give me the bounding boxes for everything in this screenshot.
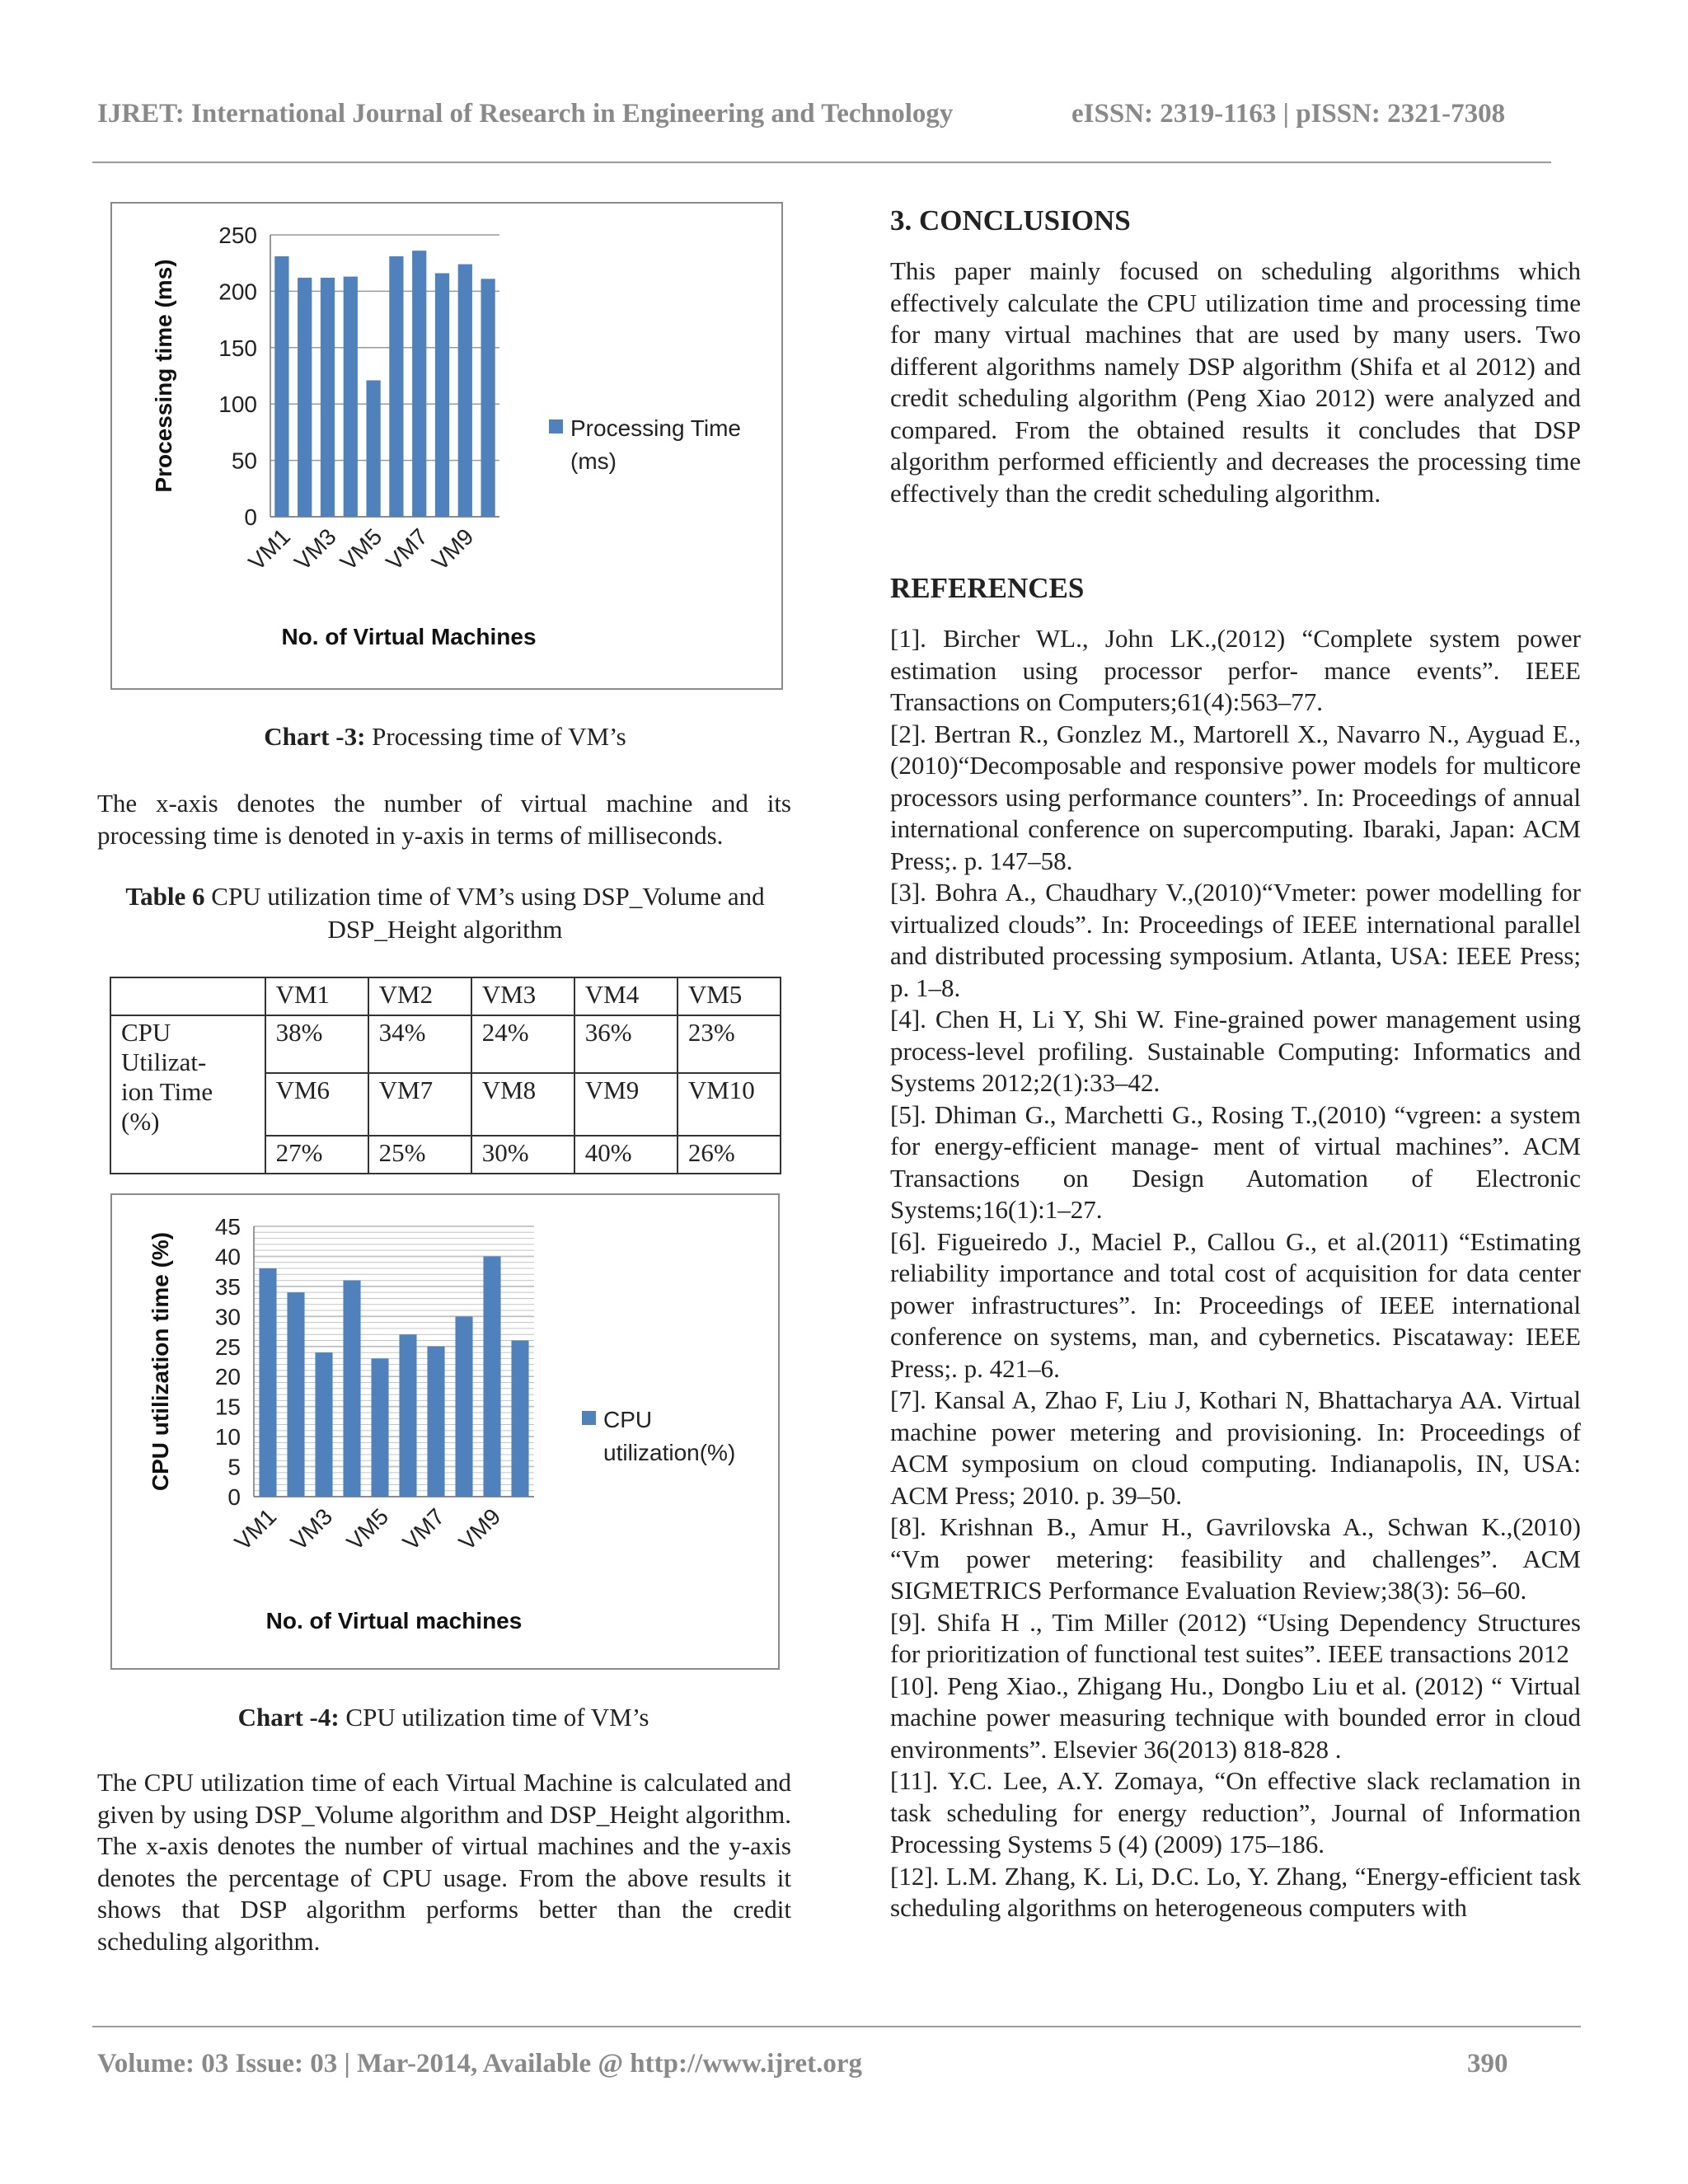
x-tick-label: VM3 (289, 523, 341, 575)
y-tick-label: 15 (214, 1394, 241, 1420)
reference-item: [10]. Peng Xiao., Zhigang Hu., Dongbo Liu et al. (2012) “ Virtual machine power measuring technique with bounded error in cloud environments”. Elsevier 36(2013) 818-828 . (890, 1671, 1581, 1764)
bar-vm2 (298, 278, 312, 517)
bar-vm7 (412, 251, 426, 517)
chart-3 (110, 202, 783, 690)
bar-vm3 (315, 1352, 332, 1497)
table-6-caption-label: Table 6 (125, 882, 205, 911)
row-header-line: CPU (121, 1018, 171, 1047)
bar-vm6 (399, 1334, 416, 1497)
bar-vm8 (435, 274, 449, 517)
header-rule (92, 162, 1551, 163)
chart-4-svg (112, 1195, 778, 1668)
reference-item: [11]. Y.C. Lee, A.Y. Zomaya, “On effective slack reclamation in task scheduling for energy reduction”, Journal of Information Processing Systems 5 (4) (2009) 175–186. (890, 1766, 1581, 1858)
reference-item: [5]. Dhiman G., Marchetti G., Rosing T.,(2010) “vgreen: a system for energy-efficient manage- ment of virtual machines”. ACM Transactions on Design Automation of Electronic Systems;16(1):1–27. (890, 1099, 1581, 1224)
table-6-caption-text: CPU utilization time of VM’s using DSP_Volume and DSP_Height algorithm (204, 882, 765, 944)
conclusions-heading: 3. CONCLUSIONS (890, 204, 1131, 237)
x-tick-label: VM7 (381, 523, 433, 575)
table-cell: VM8 (471, 1073, 574, 1136)
footer-page-number: 390 (1467, 2049, 1508, 2079)
footer-volume: Volume: 03 Issue: 03 | Mar-2014, Available @ http://www.ijret.org (97, 2049, 862, 2079)
table-cell: VM5 (678, 977, 781, 1015)
table-cell: VM10 (678, 1073, 781, 1136)
x-tick-label: VM5 (341, 1503, 394, 1555)
table-6-caption (110, 880, 780, 947)
y-tick-label: 25 (214, 1333, 241, 1360)
bar-vm4 (344, 277, 358, 517)
issn: eISSN: 2319-1163 | pISSN: 2321-7308 (1071, 99, 1506, 129)
bar-vm5 (371, 1358, 388, 1497)
y-tick-label: 20 (214, 1364, 241, 1390)
chart-3-caption-label: Chart -3: (264, 722, 366, 751)
reference-item: [2]. Bertran R., Gonzlez M., Martorell X., Navarro N., Ayguad E.,(2010)“Decomposable and responsive power models for multicore processors using performance counters”. In: Proceedings of annual international conference on supercomputing. Ibaraki, Japan: ACM Press;. p. 147–58. (890, 719, 1581, 875)
legend-label: Processing Time (570, 415, 741, 441)
bar-vm4 (343, 1281, 360, 1497)
table-cell: VM9 (574, 1073, 678, 1136)
bar-vm9 (458, 265, 472, 517)
legend-label: (ms) (570, 448, 617, 474)
row-header-line: ion Time (121, 1077, 213, 1106)
bar-vm10 (481, 279, 495, 517)
conclusions-text: This paper mainly focused on scheduling algorithms which effectively calculate the CPU utilization time and processing time for many virtual machines that are used by many users. Two different algorithms namely DSP algorithm (Shifa et al 2012) and credit scheduling algorithm (Peng Xiao 2012) were analyzed and compared. From the obtained results it concludes that DSP algorithm performed efficiently and decreases the processing time effectively than the credit scheduling algorithm. (890, 256, 1581, 508)
x-tick-label: VM7 (397, 1503, 450, 1555)
reference-item: [7]. Kansal A, Zhao F, Liu J, Kothari N, Bhattacharya AA. Virtual machine power metering and provisioning. In: Proceedings of ACM symposium on cloud computing. Indianapolis, IN, USA: ACM Press; 2010. p. 39–50. (890, 1385, 1581, 1510)
table-cell: VM2 (368, 977, 471, 1015)
bar-vm8 (455, 1316, 472, 1497)
table-cell: 38% (265, 1015, 368, 1073)
table-6 (110, 977, 781, 1174)
legend-swatch (549, 419, 563, 434)
y-tick-label: 10 (214, 1424, 241, 1451)
x-tick-label: VM1 (243, 523, 296, 575)
x-tick-label: VM3 (285, 1503, 338, 1555)
table-cell: VM6 (265, 1073, 368, 1136)
references-heading: REFERENCES (890, 572, 1085, 604)
y-axis-label: CPU utilization time (%) (148, 1231, 173, 1492)
table-cell: 25% (368, 1136, 471, 1174)
table-cell: VM4 (574, 977, 678, 1015)
y-tick-label: 50 (231, 448, 257, 474)
bar-vm6 (389, 256, 403, 517)
row-header-line: Utilizat- (121, 1047, 207, 1076)
y-tick-label: 150 (218, 335, 257, 361)
table-cell: 34% (368, 1015, 471, 1073)
bar-vm9 (483, 1256, 500, 1497)
x-axis-label: No. of Virtual Machines (281, 624, 537, 649)
table-corner-cell (110, 977, 265, 1015)
y-tick-label: 5 (227, 1454, 241, 1480)
legend-label: utilization(%) (603, 1440, 736, 1465)
table-cell: 40% (574, 1136, 678, 1174)
row-header-line: (%) (121, 1107, 160, 1136)
y-tick-label: 30 (214, 1304, 241, 1330)
chart-4-caption-text: CPU utilization time of VM’s (339, 1703, 649, 1732)
reference-item: [8]. Krishnan B., Amur H., Gavrilovska A., Schwan K.,(2010) “Vm power metering: feasibility and challenges”. ACM SIGMETRICS Performance Evaluation Review;38(3): 56–60. (890, 1512, 1581, 1605)
table-cell: 36% (574, 1015, 678, 1073)
journal-title: IJRET: International Journal of Research in Engineering and Technology (97, 99, 954, 129)
table-cell: 23% (678, 1015, 781, 1073)
y-tick-label: 0 (227, 1484, 241, 1510)
reference-item: [4]. Chen H, Li Y, Shi W. Fine-grained power management using process-level profiling. Sustainable Computing: Informatics and Systems 2012;2(1):33–42. (890, 1005, 1581, 1097)
table-cell: VM7 (368, 1073, 471, 1136)
footer-rule (92, 2026, 1581, 2027)
left-paragraph-2: The CPU utilization time of each Virtual Machine is calculated and given by using DSP_Volume algorithm and DSP_Height algorithm. The x-axis denotes the number of virtual machines and the y-axis denotes the percentage of CPU usage. From the above results it shows that DSP algorithm performs better than the credit scheduling algorithm. (97, 1768, 791, 1956)
x-tick-label: VM9 (426, 523, 479, 575)
chart-4-caption-label: Chart -4: (237, 1703, 340, 1732)
table-cell: VM3 (471, 977, 574, 1015)
bar-vm7 (427, 1347, 444, 1497)
bar-vm10 (511, 1340, 528, 1497)
y-tick-label: 45 (214, 1214, 241, 1240)
table-cell: VM1 (265, 977, 368, 1015)
reference-item: [3]. Bohra A., Chaudhary V.,(2010)“Vmeter: power modelling for virtualized clouds”. In: Proceedings of IEEE international parallel and distributed processing symposium. Atlanta, USA: IEEE Press; p. 1–8. (890, 878, 1581, 1002)
x-tick-label: VM9 (453, 1503, 506, 1555)
table-row (110, 977, 781, 1015)
chart-3-svg (112, 204, 781, 688)
table-cell: 27% (265, 1136, 368, 1174)
bar-vm1 (274, 256, 288, 517)
y-tick-label: 0 (244, 504, 257, 530)
legend-swatch (582, 1411, 596, 1425)
table-row (110, 1015, 781, 1073)
legend-label: CPU (603, 1407, 653, 1432)
chart-3-caption (110, 720, 780, 753)
y-tick-label: 250 (218, 223, 257, 248)
chart-4 (110, 1193, 780, 1670)
x-tick-label: VM1 (229, 1503, 282, 1555)
bar-vm3 (321, 278, 335, 517)
references-list (890, 623, 1581, 1924)
reference-item: [6]. Figueiredo J., Maciel P., Callou G., et al.(2011) “Estimating reliability importance and total cost of acquisition for data center power infrastructures”. In: Proceedings of IEEE international conference on systems, man, and cybernetics. Piscataway: IEEE Press;. p. 421–6. (890, 1226, 1581, 1383)
reference-item: [1]. Bircher WL., John LK.,(2012) “Complete system power estimation using processor perfor- mance events”. IEEE Transactions on Computers;61(4):563–77. (890, 624, 1581, 716)
table-cell: 24% (471, 1015, 574, 1073)
chart-4-caption (110, 1701, 776, 1734)
y-tick-label: 200 (218, 279, 257, 305)
table-cell: 30% (471, 1136, 574, 1174)
bar-vm2 (287, 1292, 304, 1497)
y-tick-label: 100 (218, 391, 257, 418)
reference-item: [9]. Shifa H ., Tim Miller (2012) “Using Dependency Structures for prioritization of functional test suites”. IEEE transactions 2012 (890, 1607, 1581, 1668)
reference-item: [12]. L.M. Zhang, K. Li, D.C. Lo, Y. Zhang, “Energy-efficient task scheduling algorithms on heterogeneous computers with (890, 1861, 1581, 1922)
left-paragraph-1: The x-axis denotes the number of virtual machine and its processing time is denoted in y-axis in terms of milliseconds. (97, 789, 791, 850)
x-tick-label: VM5 (335, 523, 387, 575)
y-axis-label: Processing time (ms) (151, 259, 176, 493)
table-row-header (110, 1015, 265, 1174)
y-tick-label: 40 (214, 1244, 241, 1270)
x-axis-label: No. of Virtual machines (265, 1608, 523, 1633)
table-cell: 26% (678, 1136, 781, 1174)
bar-vm5 (366, 380, 380, 517)
bar-vm1 (259, 1268, 276, 1497)
chart-3-caption-text: Processing time of VM’s (365, 722, 626, 751)
y-tick-label: 35 (214, 1273, 241, 1300)
